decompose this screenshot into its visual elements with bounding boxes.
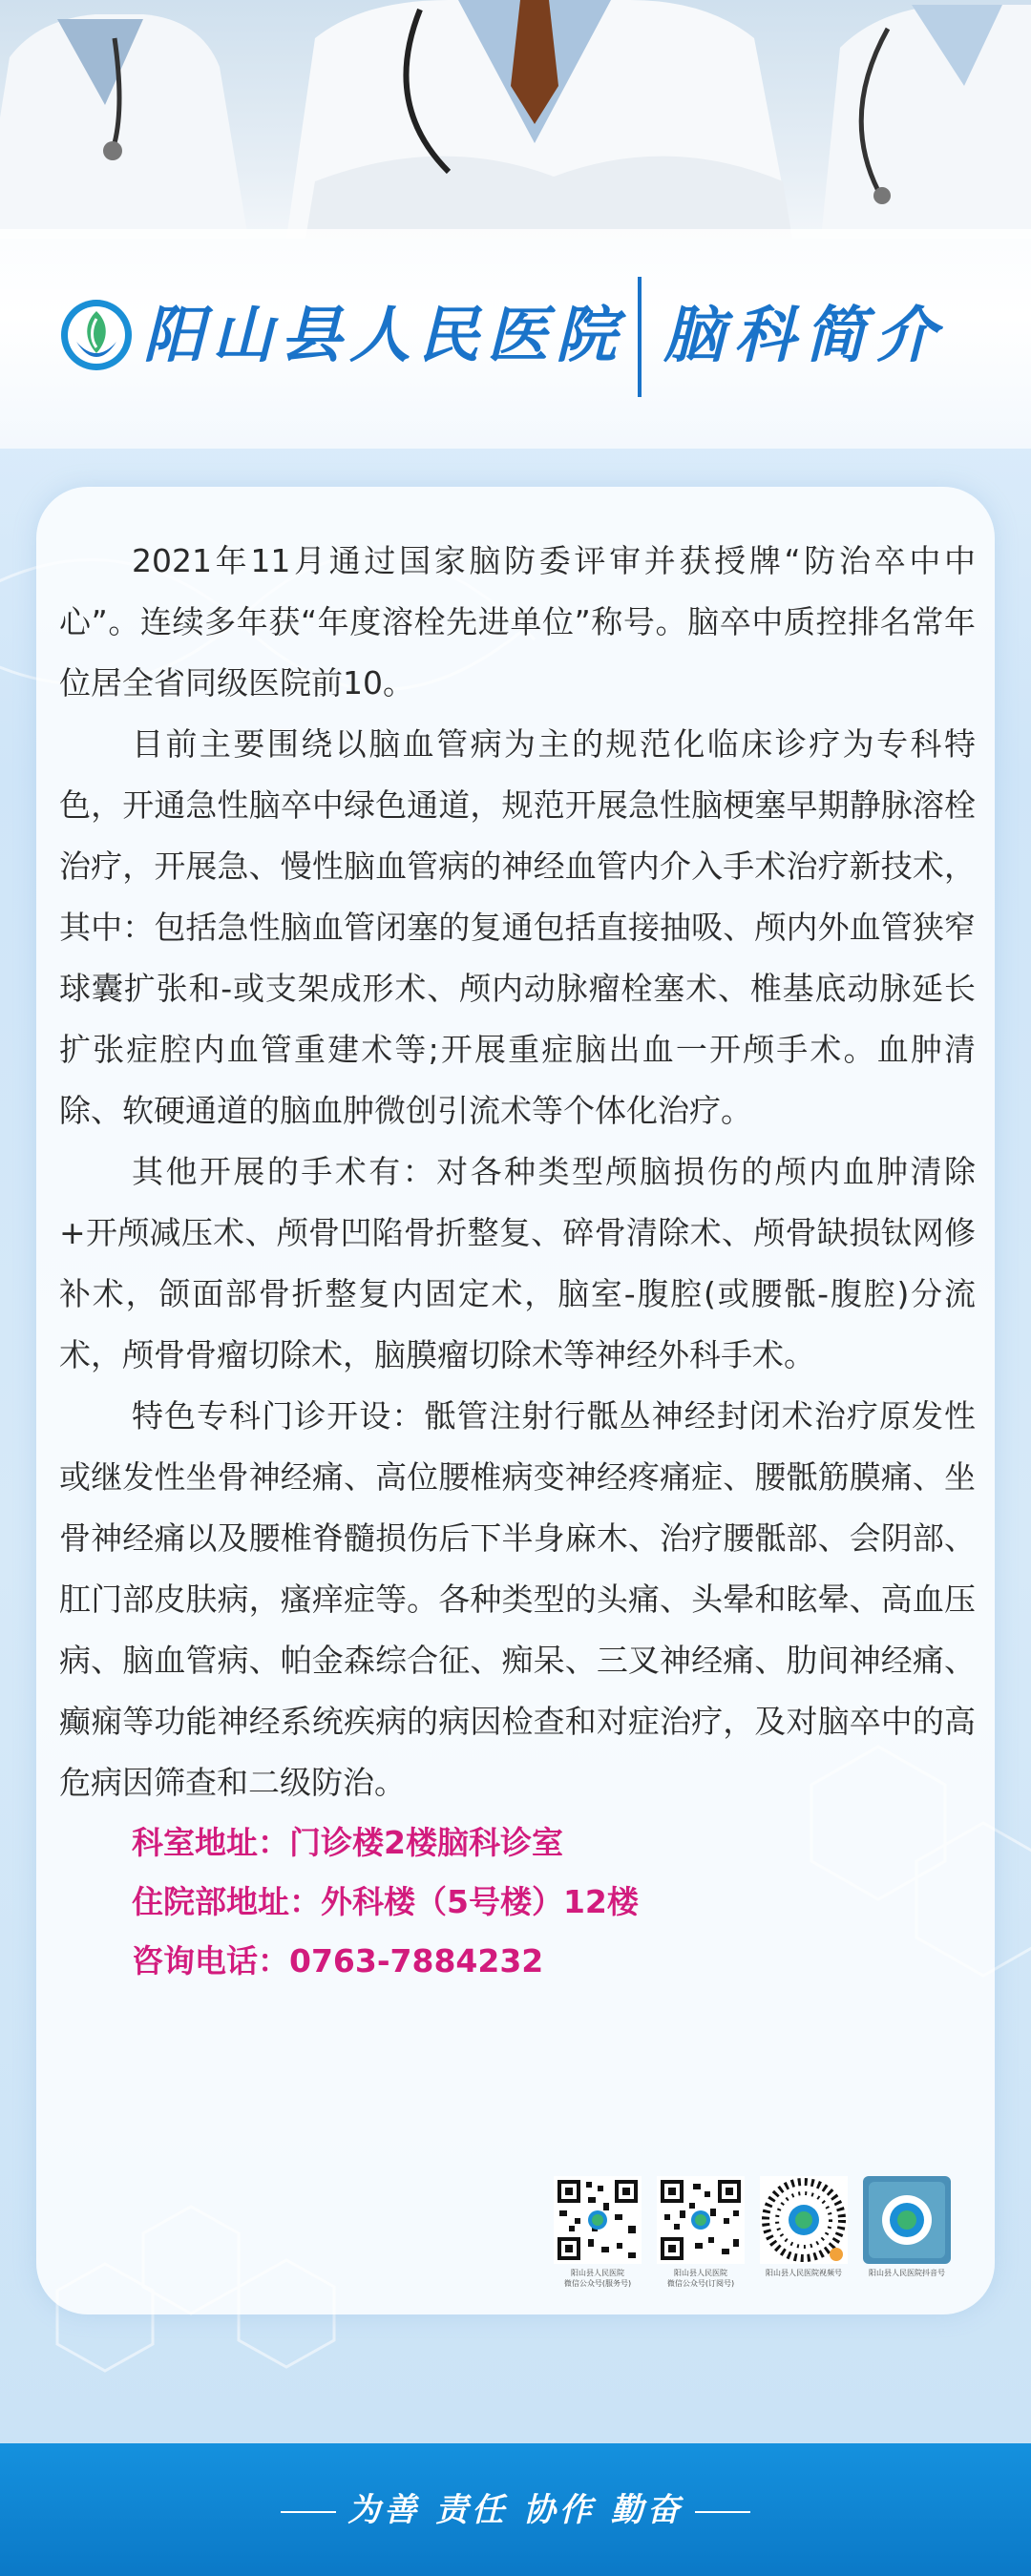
intro-content xyxy=(59,531,976,1991)
mini-program-code-icon xyxy=(760,2176,848,2264)
footer-slogan xyxy=(0,2482,1031,2539)
qr-caption: 阳山县人民医院视频号 xyxy=(766,2269,842,2277)
intro-paragraph-4: 特色专科门诊开设：骶管注射行骶丛神经封闭术治疗原发性或继发性坐骨神经痛、高位腰椎病变神经疼痛症、腰骶筋膜痛、坐骨神经痛以及腰椎脊髓损伤后下半身麻木、治疗腰骶部、会阴部、肛门部皮肤病，瘙痒症等。各种类型的头痛、头晕和眩晕、高血压病、脑血管病、帕金森综合征、痴呆、三叉神经痛、肋间神经痛、癫痫等功能神经系统疾病的病因检查和对症治疗，及对脑卒中的高危病因筛查和二级防治。 xyxy=(59,1397,976,1801)
qr-caption: 阳山县人民医院 微信公众号(订阅号) xyxy=(666,2269,735,2288)
office-address: 科室地址：门诊楼2楼脑科诊室 xyxy=(132,1824,563,1861)
hospital-name: 阳山县人民医院 xyxy=(143,300,624,371)
hospital-logo-icon xyxy=(59,298,134,372)
qr-code-icon xyxy=(657,2176,745,2264)
qr-caption: 阳山县人民医院 微信公众号(服务号) xyxy=(563,2269,632,2288)
qr-douyin-account[interactable] xyxy=(859,2176,955,2278)
qr-subscription-account[interactable] xyxy=(653,2176,748,2289)
qr-video-account[interactable] xyxy=(756,2176,852,2278)
consult-phone: 咨询电话：0763-7884232 xyxy=(132,1942,544,1979)
douyin-code-icon xyxy=(863,2176,951,2264)
slogan-dash-right xyxy=(695,2511,750,2513)
slogan-text: 为善 责任 协作 勤奋 xyxy=(347,2491,684,2529)
hero-image xyxy=(0,0,1031,239)
title-divider xyxy=(638,277,642,397)
qr-service-account[interactable] xyxy=(550,2176,645,2289)
intro-paragraph-3: 其他开展的手术有：对各种类型颅脑损伤的颅内血肿清除+开颅减压术、颅骨凹陷骨折整复、碎骨清除术、颅骨缺损钛网修补术，颌面部骨折整复内固定术，脑室-腹腔(或腰骶-腹腔)分流术，颅骨骨瘤切除术，脑膜瘤切除术等神经外科手术。 xyxy=(59,1153,976,1373)
qr-code-row xyxy=(550,2176,970,2300)
page-title: 脑科简介 xyxy=(663,300,946,371)
intro-paragraph-1: 2021年11月通过国家脑防委评审并获授牌“防治卒中中心”。连续多年获“年度溶栓先进单位”称号。脑卒中质控排名常年位居全省同级医院前10。 xyxy=(59,542,976,702)
qr-code-icon xyxy=(554,2176,642,2264)
slogan-dash-left xyxy=(281,2511,336,2513)
intro-paragraph-2: 目前主要围绕以脑血管病为主的规范化临床诊疗为专科特色，开通急性脑卒中绿色通道，规范开展急性脑梗塞早期静脉溶栓治疗，开展急、慢性脑血管病的神经血管内介入手术治疗新技术，其中：包括急性脑血管闭塞的复通包括直接抽吸、颅内外血管狭窄球囊扩张和-或支架成形术、颅内动脉瘤栓塞术、椎基底动脉延长扩张症腔内血管重建术等;开展重症脑出血一开颅手术。血肿清除、软硬通道的脑血肿微创引流术等个体化治疗。 xyxy=(59,725,976,1129)
qr-caption: 阳山县人民医院抖音号 xyxy=(869,2269,945,2277)
ward-address: 住院部地址：外科楼（5号楼）12楼 xyxy=(132,1883,639,1920)
